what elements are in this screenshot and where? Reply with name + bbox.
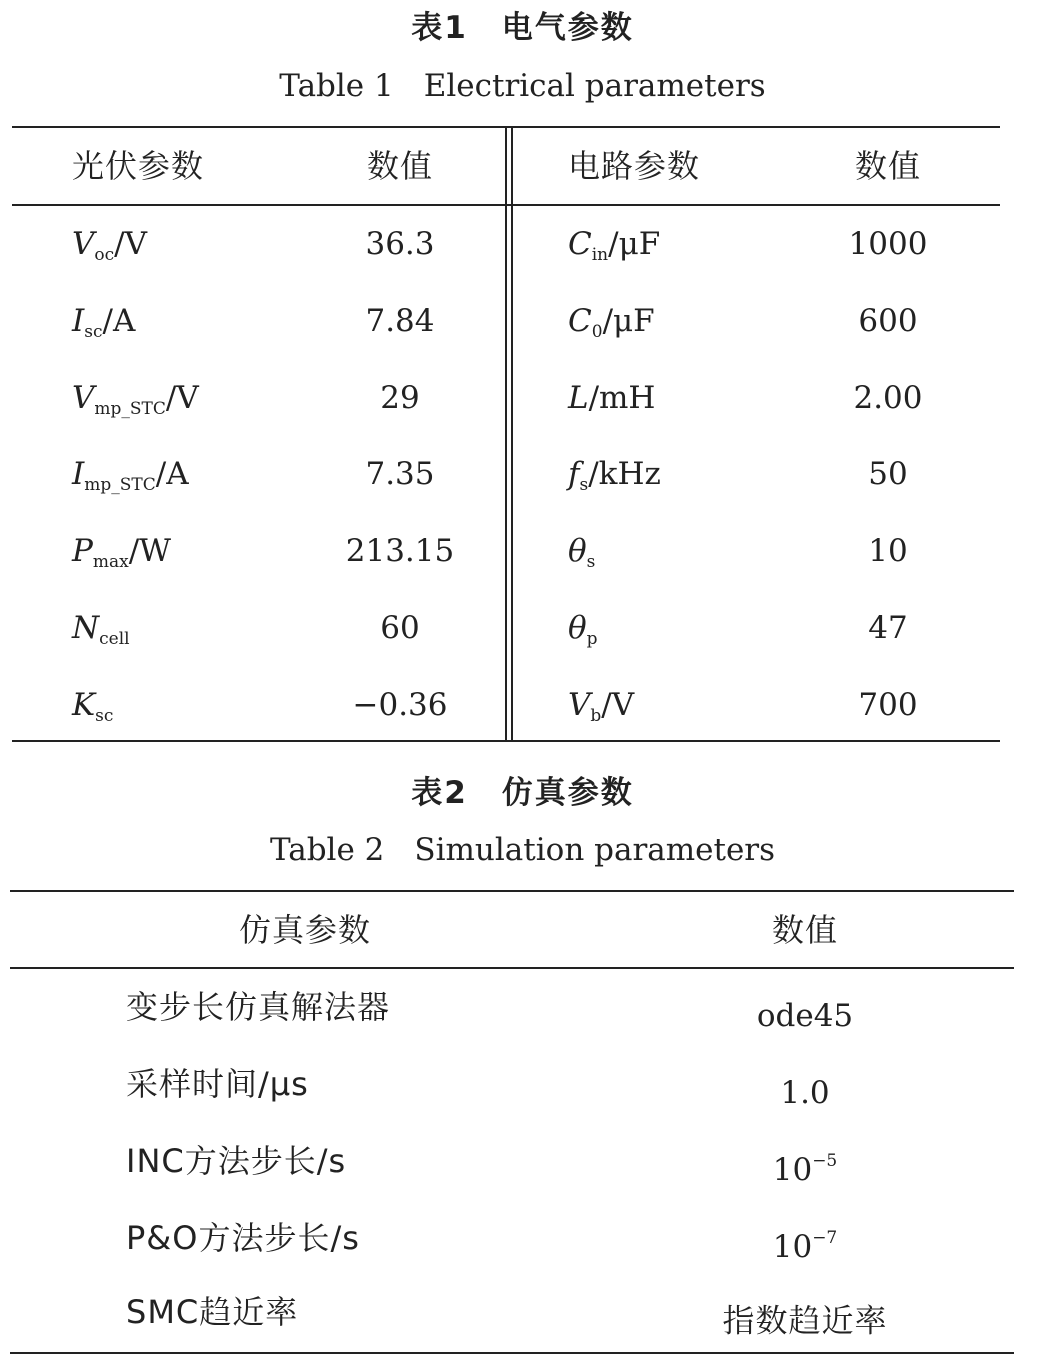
table1-left-param: $V_{oc}/V$ bbox=[72, 226, 147, 265]
table1-left-value: 29 bbox=[380, 380, 420, 416]
table2-value: ode45 bbox=[756, 998, 854, 1034]
table2-param: 采样时间/μs bbox=[126, 1065, 309, 1103]
table1-right-param: $f_s$/kHz bbox=[568, 456, 661, 495]
table1-left-param: $P_{max}/W$ bbox=[72, 533, 172, 572]
table1-right-param: $V_b/V$ bbox=[568, 687, 635, 726]
table1-left-param: $I_{mp\_STC}/A$ bbox=[72, 456, 189, 495]
table1-left-param: $K_{sc}$ bbox=[72, 687, 114, 726]
table1-right-value: 700 bbox=[858, 687, 918, 723]
table2-caption-cn-title: 仿真参数 bbox=[501, 775, 634, 811]
table2-caption-cn bbox=[0, 767, 1045, 812]
table2-caption-en-label: Table 2 bbox=[269, 832, 385, 868]
table2-param: SMC趋近率 bbox=[126, 1293, 299, 1331]
table1-divider-left bbox=[505, 127, 507, 741]
table1-right-param: $C_0/\mu F$ bbox=[568, 303, 655, 342]
table1-right-value: 600 bbox=[858, 303, 918, 339]
table2-param: INC方法步长/s bbox=[126, 1142, 347, 1180]
table1-left-value: 60 bbox=[380, 610, 420, 646]
table1-header-pv-param: 光伏参数 bbox=[72, 147, 205, 185]
table1-right-param: $\theta_s$ bbox=[568, 533, 596, 572]
table2-header-value: 数值 bbox=[771, 911, 838, 949]
table1-left-value: 7.35 bbox=[365, 456, 435, 492]
table2-param: P&O方法步长/s bbox=[126, 1219, 360, 1257]
table1-caption-cn-title: 电气参数 bbox=[501, 10, 634, 46]
table2-header-param: 仿真参数 bbox=[238, 911, 371, 949]
table1-left-param: $V_{mp\_STC}/V$ bbox=[72, 380, 199, 419]
table1-caption-en bbox=[0, 68, 1045, 104]
table1-left-value: 213.15 bbox=[345, 533, 455, 569]
table2-caption-cn-label: 表2 bbox=[411, 775, 468, 811]
table1-caption-cn bbox=[0, 2, 1045, 47]
table1-header-circuit-param: 电路参数 bbox=[568, 147, 701, 185]
table1-left-value: 7.84 bbox=[365, 303, 435, 339]
table1-right-param: $\theta_p$ bbox=[568, 610, 598, 649]
table2-value: $10^{-7}$ bbox=[772, 1228, 838, 1265]
table2-value: $10^{-5}$ bbox=[772, 1151, 838, 1188]
table1-left-value: 36.3 bbox=[365, 226, 435, 262]
table1-caption-en-title: Electrical parameters bbox=[423, 68, 766, 104]
table1-right-value: 50 bbox=[868, 456, 908, 492]
table1-right-param: $C_{in}/\mu F$ bbox=[568, 226, 661, 265]
table1-caption-cn-label: 表1 bbox=[411, 10, 468, 46]
table1-right-value: 2.00 bbox=[853, 380, 923, 416]
table2-header-rule bbox=[10, 967, 1014, 969]
table1-divider-right bbox=[511, 127, 513, 741]
table1-header-circuit-value: 数值 bbox=[854, 147, 921, 185]
table1-left-param: $I_{sc}/A$ bbox=[72, 303, 136, 342]
table2-top-rule bbox=[10, 890, 1014, 892]
table1-caption-en-label: Table 1 bbox=[279, 68, 394, 104]
table2-value: 指数趋近率 bbox=[722, 1301, 888, 1340]
table2-value: 1.0 bbox=[780, 1075, 830, 1111]
table1-right-value: 1000 bbox=[848, 226, 928, 262]
table1-header-pv-value: 数值 bbox=[366, 147, 433, 185]
table1-left-param: $N_{cell}$ bbox=[72, 610, 130, 649]
table1-right-param: L/mH bbox=[568, 380, 656, 416]
table2-caption-en-title: Simulation parameters bbox=[414, 832, 776, 868]
table1-right-value: 10 bbox=[868, 533, 908, 569]
table2-param: 变步长仿真解法器 bbox=[126, 988, 391, 1026]
table1-left-value: −0.36 bbox=[352, 687, 448, 723]
table1-right-value: 47 bbox=[868, 610, 908, 646]
table2-caption-en bbox=[0, 832, 1045, 868]
table2-bottom-rule bbox=[10, 1352, 1014, 1354]
